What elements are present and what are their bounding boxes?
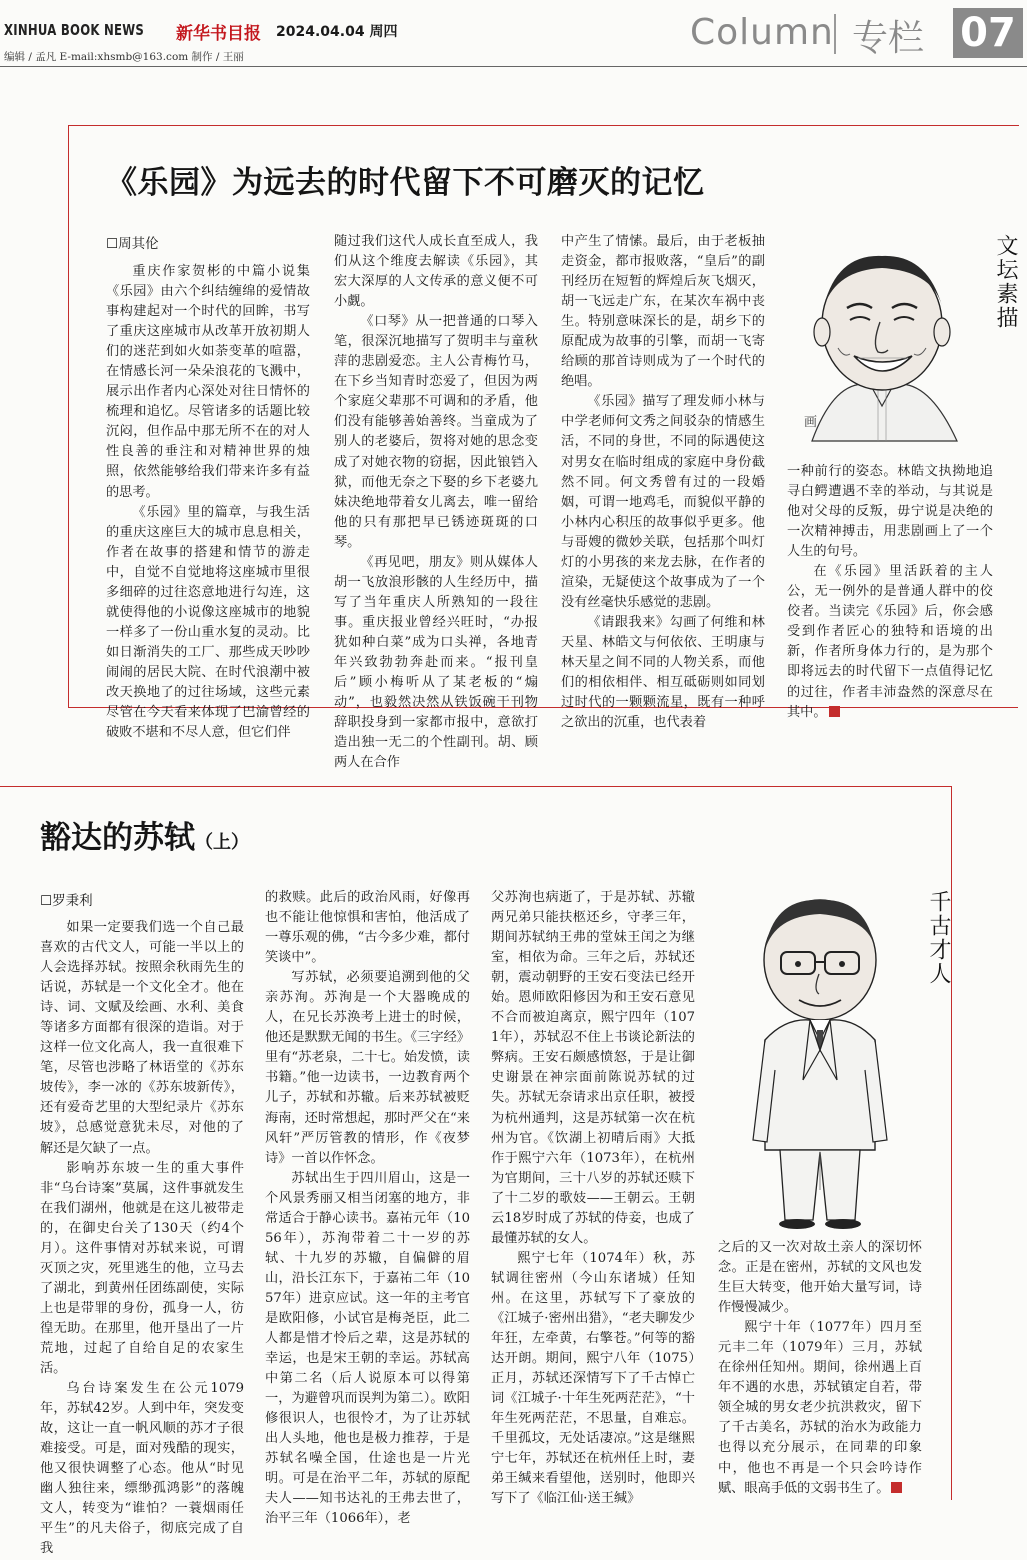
article2-frame-top: [0, 786, 952, 787]
article1-column-3: [561, 232, 765, 731]
author-caricature-1: [792, 236, 972, 446]
paragraph: 之后的又一次对故土亲人的深切怀念。正是在密州，苏轼的文风也发生巨大转变，他开始大量写词，诗作慢慢减少。: [718, 1240, 922, 1316]
paragraph: 《请跟我来》勾画了何维和林天星、林皓文与何依依、王明康与林天星之间不同的人物关系，而他们的相依相伴、相互砥砺则如同划过时代的一颗颗流星，既有一种呼之欲出的沉重，也代表着: [561, 614, 765, 731]
page-number: 07: [953, 8, 1023, 58]
paragraph: 《乐园》描写了理发师小林与中学老师何文秀之间驳杂的情感生活，不同的身世，不同的际遇使这对男女在临时组成的家庭中身份截然不同。何文秀曾有过的一段婚姻，可谓一地鸡毛，而貌似平静的小林内心积压的故事似乎更多。他与哥嫂的微妙关联，包括那个叫灯灯的小男孩的来龙去脉，在作者的渲染，无疑使这个故事成为了一个没有丝毫快乐感觉的悲剧。: [561, 394, 765, 610]
paragraph: 影响苏东坡一生的重大事件非“乌台诗案”莫属，这件事就发生在我们湖州，他就是在这儿被带走的，在御史台关了130天（约4个月）。这件事情对苏轼来说，可谓灭顶之灾，死里逃生的他，立马去了湖北，到黄州任团练副使，实际上也是带罪的身份，孤身一人，彷徨无助。在那里，他开垦出了一片荒地，过起了自给自足的农家生活。: [40, 1160, 244, 1377]
paragraph: 乌台诗案发生在公元1079年，苏轼42岁。人到中年，突发变故，这让一直一帆风顺的苏才子很难接受。可是，面对残酷的现实，他又很快调整了心态。他从“时见幽人独往来，缥缈孤鸿影”的落魄文人，转变为“谁怕？一蓑烟雨任平生”的凡夫俗子，彻底完成了自我: [40, 1381, 244, 1557]
paragraph: 熙宁七年（1074年）秋，苏轼调往密州（今山东诸城）任知州。在这里，苏轼写下了豪放的《江城子·密州出猎》，“老夫聊发少年狂，左牵黄，右擎苍。”何等的豁达开朗。期间，熙宁八年（1075）正月，苏轼还深情写下了千古悼亡词《江城子·十年生死两茫茫》，“十年生死两茫茫，不思量，自难忘。千里孤坟，无处话凄凉。”这是继熙宁七年，苏轼还在杭州任上时，妻弟王缄来看望他，送别时，他即兴写下了《临江仙·送王缄》: [491, 1250, 695, 1507]
paragraph: 父苏洵也病逝了，于是苏轼、苏辙两兄弟只能扶柩还乡，守孝三年，期间苏轼纳王弗的堂妹王闰之为继室，相依为命。三年之后，苏轼还朝，震动朝野的王安石变法已经开始。恩师欧阳修因为和王安石意见不合而被迫离京，熙宁四年（1071年），苏轼忍不住上书谈论新法的弊病。王安石颇感愤怒，于是让御史谢景在神宗面前陈说苏轼的过失。苏轼无奈请求出京任职，被授为杭州通判，这是苏轼第一次在杭州为官。《饮湖上初晴后雨》大抵作于熙宁六年（1073年），在杭州为官期间，三十八岁的苏轼还赎下了十二岁的歌妓——王朝云。王朝云18岁时成了苏轼的侍妾，也成了最懂苏轼的女人。: [491, 890, 695, 1246]
section-divider: [834, 14, 836, 54]
paragraph: 的救赎。此后的政治风雨，好像再也不能让他惊惧和害怕，他活成了一尊乐观的佛，“古今多少难，都付笑谈中”。: [265, 890, 470, 966]
article1-title: 《乐园》为远去的时代留下不可磨灭的记忆: [106, 165, 705, 201]
article2-column-3: [491, 888, 695, 1507]
paragraph: 《口琴》从一把普通的口琴入笔，很深沉地描写了贺明丰与童秋萍的悲剧爱恋。主人公青梅竹马，在下乡当知青时恋爱了，但因为两个家庭父辈那不可调和的矛盾，他们没有能够善始善终。当童成为了别人的老婆后，贺将对她的思念变成了对她衣物的窃据，因此锒铛入狱，而他无奈之下娶的乡下老婆九妹决绝地带着女儿离去，唯一留给他的只有那把早已锈迹斑斑的口琴。: [334, 314, 538, 550]
paragraph: 一种前行的姿态。林皓文执拗地追寻白鳄遭遇不幸的举动，与其说是他对父母的反叛，毋宁说是决绝的一次精神搏击，用悲剧画上了一个人生的句号。: [787, 464, 993, 560]
article2-column-2: [265, 888, 470, 1527]
end-mark-icon: [829, 706, 840, 717]
masthead-rule: [0, 66, 1027, 67]
article1-column-1: [106, 262, 310, 741]
article1-byline: ☐周其伦: [106, 236, 159, 252]
paragraph: 随过我们这代人成长直至成人，我们从这个维度去解读《乐园》，其宏大深厚的人文传承的意义便不可小觑。: [334, 234, 538, 310]
end-mark-icon: [891, 1482, 902, 1493]
paragraph: 中产生了情愫。最后，由于老板抽走资金，都市报败落，“皇后”的副刊经历在短暂的辉煌后灰飞烟灭，胡一飞远走广东，在某次车祸中丧生。特别意味深长的是，胡乡下的原配成为故事的引擎，而胡一飞寄给顾的那首诗则成为了一个时代的绝唱。: [561, 234, 765, 390]
author-caricature-2: [725, 890, 915, 1230]
article1-column-2: [334, 232, 538, 771]
staff-line: 编辑 / 孟凡 E-mail:xhsmb@163.com 制作 / 王丽: [4, 51, 244, 63]
article1-column-4: [787, 462, 993, 720]
artist-signature: 画: [804, 415, 818, 430]
paragraph: 熙宁十年（1077年）四月至元丰二年（1079年）三月，苏轼在徐州任知州。期间，徐州遇上百年不遇的水患，苏轼镇定自若，带领全城的男女老少抗洪救灾，留下了千古美名，苏轼的治水为政能力也得以充分展示，在同辈的印象中，他也不再是一个只会吟诗作赋、眼高手低的文弱书生了。: [718, 1320, 922, 1496]
paragraph: 苏轼出生于四川眉山，这是一个风景秀丽又相当闭塞的地方，非常适合于静心读书。嘉祐元年（1056年），苏洵带着二十一岁的苏轼、十九岁的苏辙，自偏僻的眉山，沿长江东下，于嘉祐二年（1057年）进京应试。这一年的主考官是欧阳修，小试官是梅尧臣，此二人都是惜才怜后之辈，这是苏轼的幸运，也是宋王朝的幸运。苏轼高中第二名（后人说原本可以得第一，为避曾巩而误判为第二）。欧阳修很识人，也很怜才，为了让苏轼出人头地，他也是极力推荐，于是苏轼名噪全国，仕途也是一片光明。可是在治平二年，苏轼的原配夫人——知书达礼的王弗去世了，治平三年（1066年），老: [265, 1170, 470, 1527]
article2-column-4: [718, 1238, 922, 1498]
article2-title: 豁达的苏轼（上）: [40, 820, 249, 856]
issue-date: 2024.04.04 周四: [276, 24, 398, 40]
paper-name-cn: 新华书目报: [176, 24, 261, 44]
paragraph: 写苏轼，必须要追溯到他的父亲苏洵。苏洵是一个大器晚成的人，在兄长苏涣考上进士的时候，他还是默默无闻的书生。《三字经》里有“苏老泉，二十七。始发愤，读书籍。”他一边读书，一边教育两个儿子，苏轼和苏辙。后来苏轼被贬海南，还时常想起，那时严父在“来风轩”严厉管教的情形，作《夜梦诗》一首以作怀念。: [265, 970, 470, 1166]
paper-name-en: XINHUA BOOK NEWS: [4, 21, 145, 39]
paragraph: 重庆作家贺彬的中篇小说集《乐园》由六个纠结缠绵的爱情故事构建起对一个时代的回眸，书写了重庆这座城市从改革开放初期人们的迷茫到如火如荼变革的喧嚣，在情感长河一朵朵浪花的飞溅中，展示出作者内心深处对往日情怀的梳理和追忆。尽管诸多的话题比较沉闷，但作品中那无所不在的对人性良善的垂注和对精神世界的烛照，依然能够给我们带来许多有益的思考。: [106, 264, 310, 500]
article1-column-tag: 文坛素描: [993, 234, 1018, 330]
paragraph: 《再见吧，朋友》则从媒体人胡一飞放浪形骸的人生经历中，描写了当年重庆人所熟知的一段往事。重庆报业曾经兴旺时，“办报犹如种白菜”成为口头禅，各地青年兴致勃勃奔赴而来。“报刊皇后”顾小梅听从了某老板的“煽动”，也毅然决然从铁饭碗干刊物辞职投身到一家都市报中，意欲打造出独一无二的个性副刊。胡、顾两人在合作: [334, 554, 538, 771]
article2-title-suffix: （上）: [195, 832, 249, 853]
article2-byline: ☐罗秉利: [40, 893, 93, 909]
paragraph: 在《乐园》里活跃着的主人公，无一例外的是普通人群中的佼佼者。当读完《乐园》后，你会感受到作者匠心的独特和语境的出新，作者所身体力行的，是为那个即将远去的时代留下一点值得记忆的过往，作者丰沛盎然的深意尽在其中。: [787, 564, 993, 720]
paragraph: 如果一定要我们选一个自己最喜欢的古代文人，可能一半以上的人会选择苏轼。按照余秋雨先生的话说，苏轼是一个文化全才。他在诗、词、文赋及绘画、水利、美食等诸多方面都有很深的造诣。对于这样一位文化高人，我一直很难下笔，尽管也涉略了林语堂的《苏东坡传》，李一冰的《苏东坡新传》，还有爱奇艺里的大型纪录片《苏东坡》，总感觉意犹未尽，对他的了解还是欠缺了一点。: [40, 920, 244, 1156]
article2-column-tag: 千古才人: [926, 890, 951, 986]
section-name-en: Column: [690, 12, 834, 53]
section-name-cn: 专栏: [852, 18, 925, 59]
article2-column-1: [40, 918, 244, 1557]
paragraph: 《乐园》里的篇章，与我生活的重庆这座巨大的城市息息相关，作者在故事的搭建和情节的游走中，自觉不自觉地将这座城市里很多细碎的过往恣意地进行勾连，这就使得他的小说像这座城市的地貌一样多了一份山重水复的灵动。比如日渐消失的工厂、那些成天吵吵闹闹的居民大院、在时代浪潮中被改天换地了的过往场域，这些元素尽管在今天看来体现了巴渝曾经的破败不堪和不尽人意，但它们伴: [106, 504, 310, 741]
